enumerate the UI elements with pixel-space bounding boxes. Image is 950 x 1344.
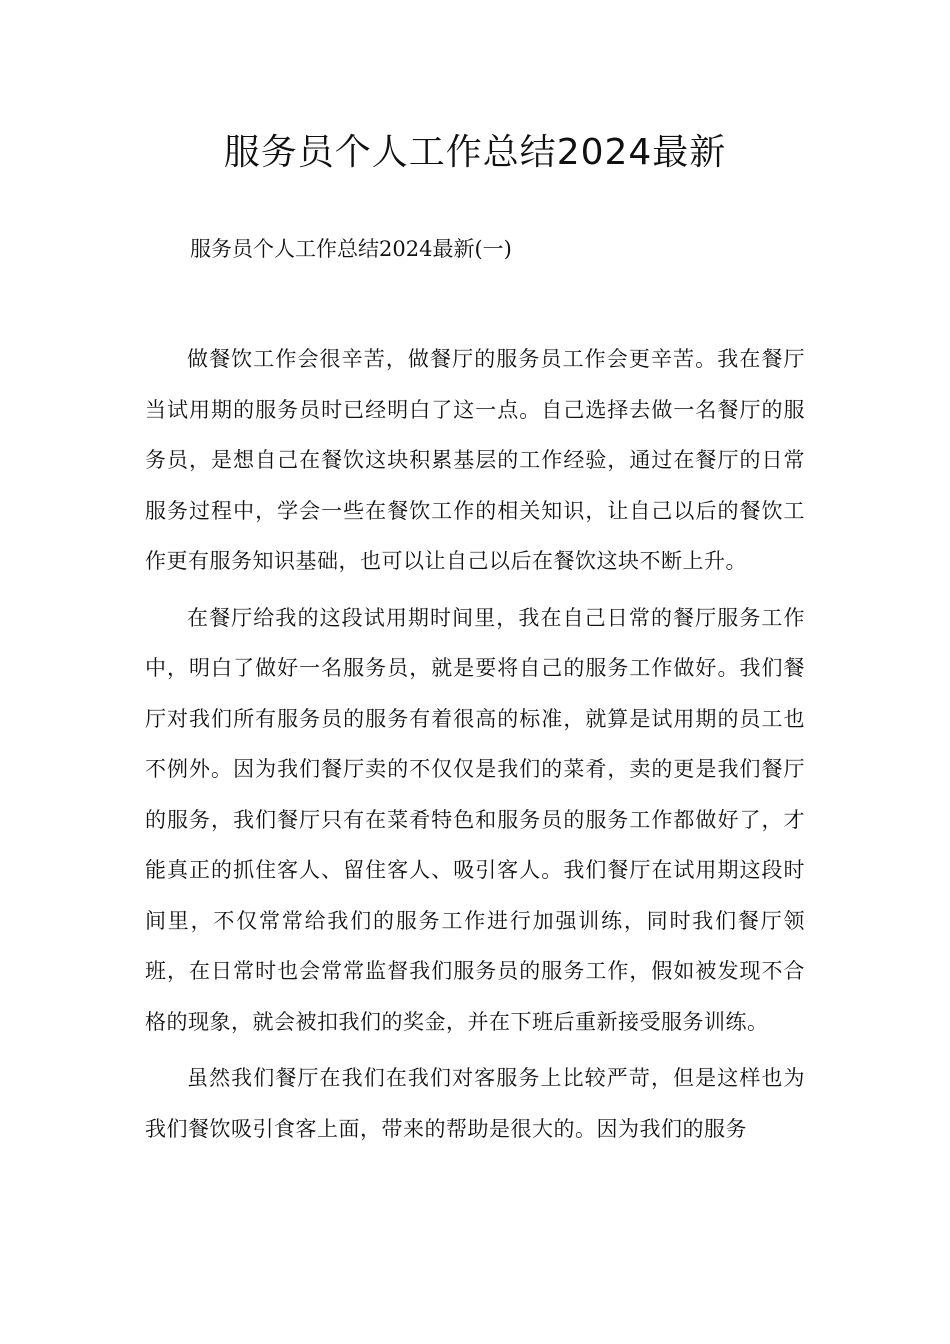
document-body bbox=[145, 334, 805, 1160]
body-paragraph: 虽然我们餐厅在我们在我们对客服务上比较严苛，但是这样也为我们餐饮吸引食客上面，带来的帮助是很大的。因为我们的服务 bbox=[145, 1066, 805, 1141]
body-paragraph: 在餐厅给我的这段试用期时间里，我在自己日常的餐厅服务工作中，明白了做好一名服务员，就是要将自己的服务工作做好。我们餐厅对我们所有服务员的服务有着很高的标准，就算是试用期的员工也不例外。因为我们餐厅卖的不仅仅是我们的菜肴，卖的更是我们餐厅的服务，我们餐厅只有在菜肴特色和服务员的服务工作都做好了，才能真正的抓住客人、留住客人、吸引客人。我们餐厅在试用期这段时间里，不仅常常给我们的服务工作进行加强训练，同时我们餐厅领班，在日常时也会常常监督我们服务员的服务工作，假如被发现不合格的现象，就会被扣我们的奖金，并在下班后重新接受服务训练。 bbox=[145, 605, 805, 1034]
body-paragraph: 做餐饮工作会很辛苦，做餐厅的服务员工作会更辛苦。我在餐厅当试用期的服务员时已经明白了这一点。自己选择去做一名餐厅的服务员，是想自己在餐饮这块积累基层的工作经验，通过在餐厅的日常服务过程中，学会一些在餐饮工作的相关知识，让自己以后的餐饮工作更有服务知识基础，也可以让自己以后在餐饮这块不断上升。 bbox=[145, 347, 805, 573]
document-title: 服务员个人工作总结2024最新 bbox=[223, 132, 727, 173]
document-subtitle: 服务员个人工作总结2024最新(一) bbox=[190, 237, 512, 261]
